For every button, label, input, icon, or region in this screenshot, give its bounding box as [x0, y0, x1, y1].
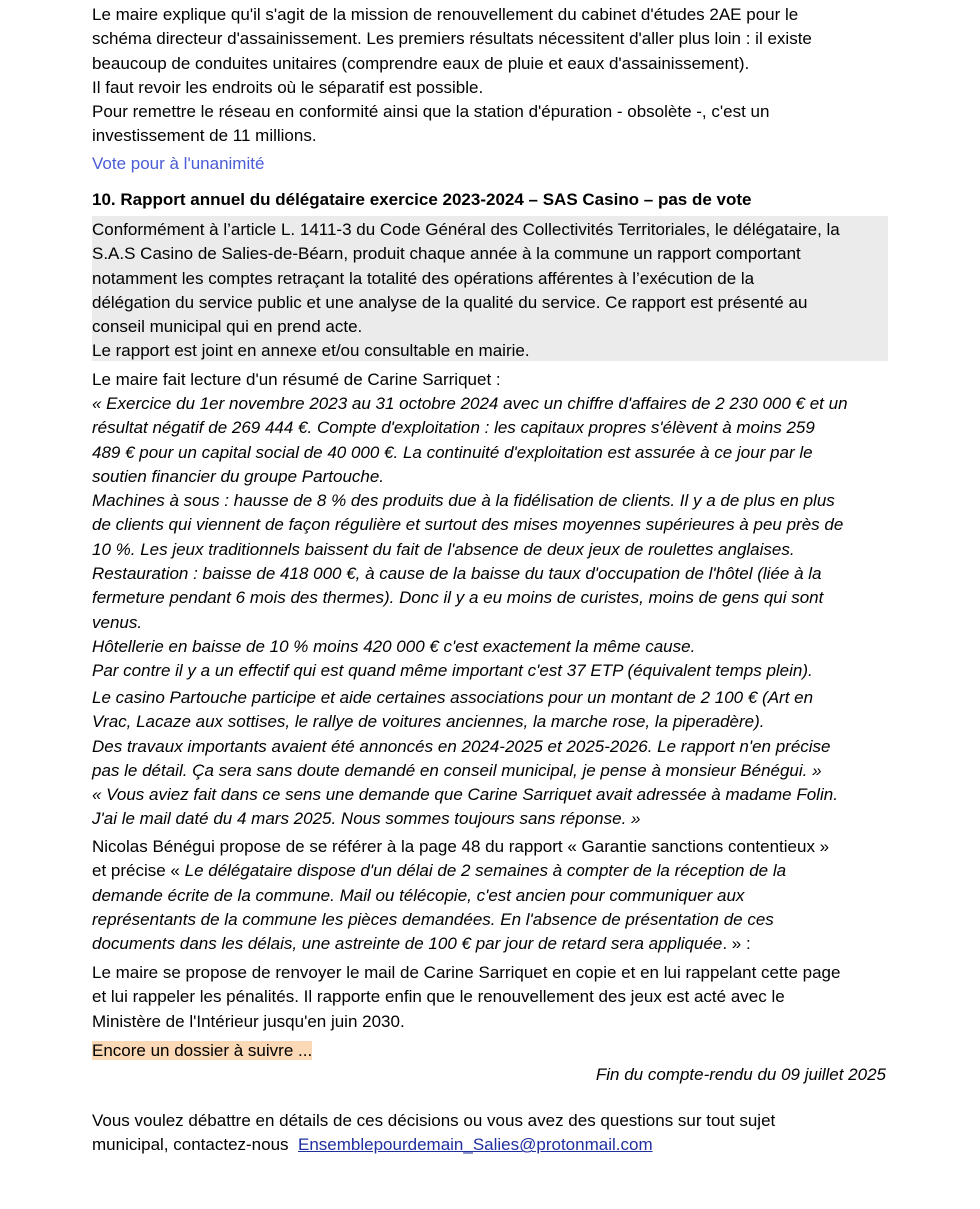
contact-label: municipal, contactez-nous — [92, 1135, 298, 1155]
quoted-text: documents dans les délais, une astreinte de 100 € par jour de retard sera appliquée — [92, 934, 723, 954]
text-line: Des travaux importants avaient été annoncés en 2024-2025 et 2025-2026. Le rapport n'en précise — [92, 736, 831, 756]
plain-text: et précise « — [92, 861, 185, 881]
text-line — [92, 859, 888, 883]
text-line: Pour remettre le réseau en conformité ainsi que la station d'épuration - obsolète -, c'est un — [92, 102, 770, 122]
text-line: Le rapport est joint en annexe et/ou consultable en mairie. — [92, 341, 530, 361]
text-line: délégation du service public et une analyse de la qualité du service. Ce rapport est présenté au — [92, 292, 808, 312]
text-line: investissement de 11 millions. — [92, 126, 317, 146]
follow-up-note — [92, 1039, 888, 1063]
text-line: demande écrite de la commune. Mail ou télécopie, c'est ancien pour communiquer aux — [92, 885, 745, 905]
text-line: « Vous aviez fait dans ce sens une demande que Carine Sarriquet avait adressée à madame Folin. — [92, 785, 838, 805]
text-line: Le maire se propose de renvoyer le mail de Carine Sarriquet en copie et en lui rappelant cette page — [92, 963, 841, 982]
email-link[interactable]: Ensemblepourdemain_Salies@protonmail.com — [298, 1135, 653, 1155]
text-line: J'ai le mail daté du 4 mars 2025. Nous sommes toujours sans réponse. » — [92, 809, 641, 829]
section-title: 10. Rapport annuel du délégataire exercice 2023-2024 – SAS Casino – pas de vote — [92, 190, 752, 209]
text-line: schéma directeur d'assainissement. Les premiers résultats nécessitent d'aller plus loin : il existe — [92, 29, 812, 49]
text-line — [92, 1133, 888, 1157]
end-note: Fin du compte-rendu du 09 juillet 2025 — [595, 1065, 886, 1084]
text-line: Vrac, Lacaze aux sottises, le rallye de voitures anciennes, la marche rose, la piperadère). — [92, 712, 765, 732]
text-line: Le maire explique qu'il s'agit de la mission de renouvellement du cabinet d'études 2AE pour le — [92, 5, 799, 24]
text-line: 489 € pour un capital social de 40 000 €. La continuité d'exploitation est assurée à ce jour par le — [92, 442, 813, 462]
text-line: Machines à sous : hausse de 8 % des produits due à la fidélisation de clients. Il y a de plus en plus — [92, 491, 835, 511]
intro-paragraph — [92, 3, 888, 149]
summary-quote-part1 — [92, 392, 888, 684]
text-line: Nicolas Bénégui propose de se référer à la page 48 du rapport « Garantie sanctions contentieux » — [92, 837, 830, 856]
highlighted-text: Encore un dossier à suivre ... — [92, 1041, 313, 1060]
text-line: Vous voulez débattre en détails de ces décisions ou vous avez des questions sur tout sujet — [92, 1111, 776, 1130]
text-line: « Exercice du 1er novembre 2023 au 31 octobre 2024 avec un chiffre d'affaires de 2 230 000 € et un — [92, 394, 848, 413]
maire-reply — [92, 961, 888, 1034]
text-line: Conformément à l’article L. 1411-3 du Code Général des Collectivités Territoriales, le délégataire, la — [92, 220, 840, 239]
text-line: S.A.S Casino de Salies-de-Béarn, produit chaque année à la commune un rapport comportant — [92, 244, 801, 264]
quoted-text: Le délégataire dispose d'un délai de 2 semaines à compter de la réception de la — [184, 861, 787, 881]
text-line: Restauration : baisse de 418 000 €, à cause de la baisse du taux d'occupation de l'hôtel (liée à la — [92, 564, 822, 584]
text-line: Par contre il y a un effectif qui est quand même important c'est 37 ETP (équivalent temps plein). — [92, 661, 813, 681]
benegui-paragraph — [92, 835, 888, 956]
text-line: pas le détail. Ça sera sans doute demandé en conseil municipal, je pense à monsieur Bénégui. » — [92, 760, 822, 780]
text-line: résultat négatif de 269 444 €. Compte d'exploitation : les capitaux propres s'élèvent à moins 259 — [92, 418, 815, 438]
vote-result: Vote pour à l'unanimité — [92, 154, 265, 173]
text-line: conseil municipal qui en prend acte. — [92, 317, 363, 337]
text-line: Ministère de l'Intérieur jusqu'en juin 2030. — [92, 1011, 405, 1031]
text-line: et lui rappeler les pénalités. Il rapporte enfin que le renouvellement des jeux est acté avec le — [92, 987, 785, 1007]
text-line: Le casino Partouche participe et aide certaines associations pour un montant de 2 100 € (Art en — [92, 688, 814, 707]
legal-context-block — [92, 216, 888, 361]
text-line: représentants de la commune les pièces demandées. En l'absence de présentation de ces — [92, 909, 774, 929]
text-line: beaucoup de conduites unitaires (comprendre eaux de pluie et eaux d'assainissement). — [92, 53, 750, 73]
text-line — [92, 932, 888, 956]
text-line: Il faut revoir les endroits où le séparatif est possible. — [92, 77, 484, 97]
summary-quote-part2 — [92, 686, 888, 832]
summary-intro: Le maire fait lecture d'un résumé de Carine Sarriquet : — [92, 370, 501, 389]
text-line: notamment les comptes retraçant la totalité des opérations afférentes à l’exécution de la — [92, 268, 755, 288]
text-line: de clients qui viennent de façon régulière et surtout des mises moyennes supérieures à peu près de — [92, 515, 844, 535]
plain-text: . » : — [722, 934, 751, 954]
text-line: soutien financier du groupe Partouche. — [92, 466, 385, 486]
text-line: Hôtellerie en baisse de 10 % moins 420 000 € c'est exactement la même cause. — [92, 636, 696, 656]
text-line: 10 %. Les jeux traditionnels baissent du fait de l'absence de deux jeux de roulettes anglaises. — [92, 539, 795, 559]
text-line: fermeture pendant 6 mois des thermes). Donc il y a eu moins de curistes, moins de gens qui sont — [92, 588, 824, 608]
contact-paragraph — [92, 1109, 888, 1158]
text-line: venus. — [92, 612, 143, 632]
